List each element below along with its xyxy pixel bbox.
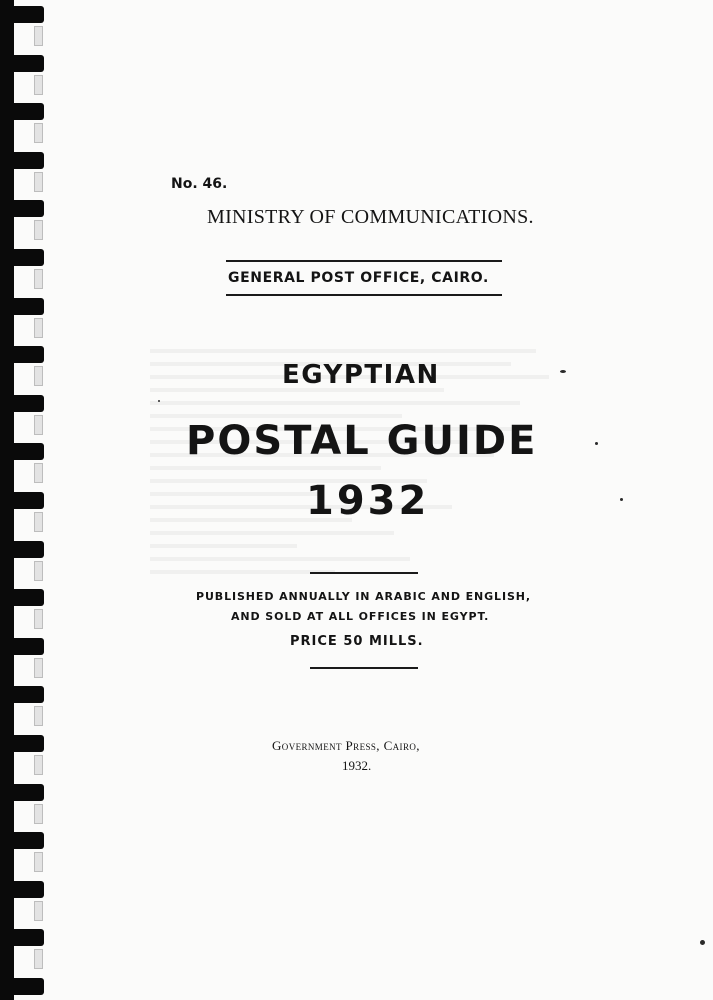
binding-tooth bbox=[0, 978, 44, 995]
divider-rule-mid bbox=[310, 572, 418, 574]
binding-hole bbox=[34, 318, 43, 338]
divider-rule-bottom bbox=[226, 294, 502, 296]
binding-hole bbox=[34, 366, 43, 386]
binding-hole bbox=[34, 706, 43, 726]
binding-hole bbox=[34, 949, 43, 969]
binding-tooth bbox=[0, 346, 44, 363]
binding-hole bbox=[34, 561, 43, 581]
title-year: 1932 bbox=[306, 478, 430, 524]
ink-speck bbox=[560, 370, 566, 373]
binding-tooth bbox=[0, 492, 44, 509]
divider-rule-top bbox=[226, 260, 502, 262]
binding-tooth bbox=[0, 298, 44, 315]
binding-hole bbox=[34, 463, 43, 483]
ink-speck bbox=[595, 442, 598, 445]
binding-tooth bbox=[0, 541, 44, 558]
document-number: No. 46. bbox=[171, 176, 228, 192]
divider-rule-lower bbox=[310, 667, 418, 669]
ink-speck bbox=[158, 400, 160, 402]
binding-hole bbox=[34, 804, 43, 824]
binding-hole bbox=[34, 123, 43, 143]
binding-hole bbox=[34, 755, 43, 775]
binding-tooth bbox=[0, 6, 44, 23]
binding-tooth bbox=[0, 200, 44, 217]
printer-line: Government Press, Cairo, bbox=[272, 738, 420, 753]
ink-speck bbox=[620, 498, 623, 501]
binding-tooth bbox=[0, 152, 44, 169]
binding-tooth bbox=[0, 443, 44, 460]
office-heading: GENERAL POST OFFICE, CAIRO. bbox=[228, 270, 489, 286]
price-line: PRICE 50 MILLS. bbox=[290, 634, 424, 649]
binding-hole bbox=[34, 512, 43, 532]
binding-tooth bbox=[0, 784, 44, 801]
binding-hole bbox=[34, 172, 43, 192]
title-line-1: EGYPTIAN bbox=[282, 360, 440, 390]
binding-tooth bbox=[0, 686, 44, 703]
binding-tooth bbox=[0, 249, 44, 266]
binding-hole bbox=[34, 26, 43, 46]
binding-hole bbox=[34, 415, 43, 435]
binding-hole bbox=[34, 220, 43, 240]
binding-hole bbox=[34, 852, 43, 872]
binding-tooth bbox=[0, 881, 44, 898]
publication-line-1: PUBLISHED ANNUALLY IN ARABIC AND ENGLISH, bbox=[196, 590, 531, 603]
binding-tooth bbox=[0, 103, 44, 120]
binding-tooth bbox=[0, 929, 44, 946]
ink-speck bbox=[700, 940, 705, 945]
binding-tooth bbox=[0, 589, 44, 606]
publication-line-2: AND SOLD AT ALL OFFICES IN EGYPT. bbox=[231, 610, 490, 623]
binding-hole bbox=[34, 75, 43, 95]
binding-hole bbox=[34, 269, 43, 289]
binding-tooth bbox=[0, 395, 44, 412]
binding-tooth bbox=[0, 638, 44, 655]
ministry-heading: MINISTRY OF COMMUNICATIONS. bbox=[207, 206, 534, 228]
binding-hole bbox=[34, 901, 43, 921]
binding-hole bbox=[34, 658, 43, 678]
binding-hole bbox=[34, 609, 43, 629]
printer-year: 1932. bbox=[342, 758, 372, 773]
binding-tooth bbox=[0, 832, 44, 849]
title-line-2: POSTAL GUIDE bbox=[186, 418, 538, 464]
binding-tooth bbox=[0, 735, 44, 752]
comb-binding bbox=[0, 0, 48, 1000]
binding-tooth bbox=[0, 55, 44, 72]
